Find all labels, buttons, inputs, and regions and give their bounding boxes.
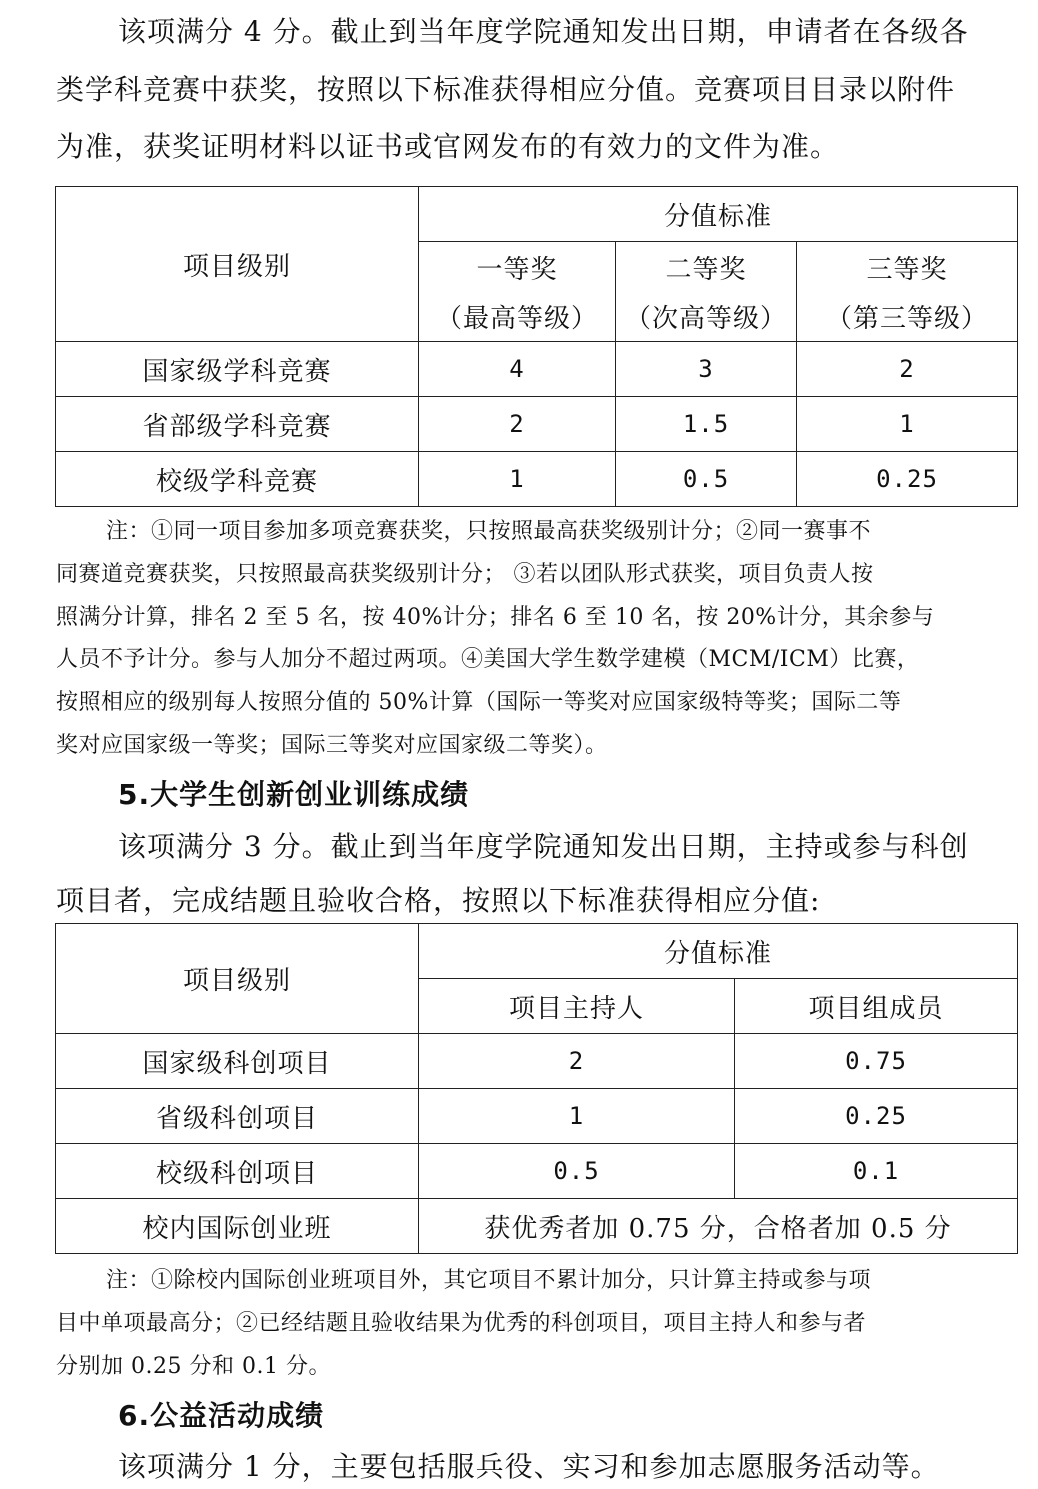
first-prize-label: 一等奖 <box>476 254 558 285</box>
cell-value: 2 <box>797 342 1018 397</box>
cell-value: 1 <box>797 397 1018 452</box>
cell-value: 0.25 <box>797 452 1018 507</box>
intro-line-1: 该项满分 4 分。截止到当年度学院通知发出日期，申请者在各级各 <box>118 15 969 48</box>
table2-col-member: 项目组成员 <box>735 979 1018 1034</box>
table1-header-level: 项目级别 <box>56 187 419 342</box>
competition-score-table <box>55 186 1018 507</box>
note1-line-1: 注：①同一项目参加多项竞赛获奖，只按照最高获奖级别计分；②同一赛事不 <box>106 519 872 544</box>
cell-value: 3 <box>616 342 797 397</box>
table-row <box>56 1199 1018 1254</box>
section5-heading: 5.大学生创新创业训练成绩 <box>118 778 470 811</box>
cell-value: 4 <box>419 342 616 397</box>
merged-cell-value: 获优秀者加 0.75 分，合格者加 0.5 分 <box>419 1199 1018 1254</box>
cell-value: 1 <box>419 452 616 507</box>
intro-line-2: 类学科竞赛中获奖，按照以下标准获得相应分值。竞赛项目目录以附件 <box>56 73 956 106</box>
row-label: 校内国际创业班 <box>56 1199 419 1254</box>
table1-col-second-prize <box>616 242 797 342</box>
table2-col-leader: 项目主持人 <box>419 979 735 1034</box>
table1-header-standard: 分值标准 <box>419 187 1018 242</box>
table-row <box>56 452 1018 507</box>
section6-line-1: 该项满分 1 分，主要包括服兵役、实习和参加志愿服务活动等。 <box>118 1450 940 1483</box>
second-prize-note: （次高等级） <box>624 303 787 334</box>
note1-line-5: 按照相应的级别每人按照分值的 50%计算（国际一等奖对应国家级特等奖；国际二等 <box>56 690 902 715</box>
note2-line-3: 分别加 0.25 分和 0.1 分。 <box>56 1354 331 1379</box>
row-label: 国家级科创项目 <box>56 1034 419 1089</box>
row-label: 校级学科竞赛 <box>56 452 419 507</box>
table2-header-standard: 分值标准 <box>419 924 1018 979</box>
section6-heading: 6.公益活动成绩 <box>118 1399 325 1432</box>
table2-header-level: 项目级别 <box>56 924 419 1034</box>
third-prize-label: 三等奖 <box>866 254 948 285</box>
cell-value: 1 <box>419 1089 735 1144</box>
table-row <box>56 1034 1018 1089</box>
note1-line-4: 人员不予计分。参与人加分不超过两项。④美国大学生数学建模（MCM/ICM）比赛， <box>56 647 920 672</box>
table-row <box>56 1089 1018 1144</box>
cell-value: 0.25 <box>735 1089 1018 1144</box>
cell-value: 0.75 <box>735 1034 1018 1089</box>
cell-value: 0.5 <box>616 452 797 507</box>
row-label: 国家级学科竞赛 <box>56 342 419 397</box>
table-row <box>56 397 1018 452</box>
row-label: 省部级学科竞赛 <box>56 397 419 452</box>
note2-line-1: 注：①除校内国际创业班项目外，其它项目不累计加分，只计算主持或参与项 <box>106 1268 872 1293</box>
innovation-score-table <box>55 923 1018 1254</box>
cell-value: 0.5 <box>419 1144 735 1199</box>
note1-line-3: 照满分计算，排名 2 至 5 名，按 40%计分；排名 6 至 10 名，按 20%计分，其余参与 <box>56 605 935 630</box>
row-label: 省级科创项目 <box>56 1089 419 1144</box>
first-prize-note: （最高等级） <box>435 303 598 334</box>
section5-line-1: 该项满分 3 分。截止到当年度学院通知发出日期，主持或参与科创 <box>118 830 969 863</box>
note2-line-2: 目中单项最高分；②已经结题且验收结果为优秀的科创项目，项目主持人和参与者 <box>56 1311 867 1336</box>
table1-col-third-prize <box>797 242 1018 342</box>
table1-col-first-prize <box>419 242 616 342</box>
table-row <box>56 1144 1018 1199</box>
note1-line-6: 奖对应国家级一等奖；国际三等奖对应国家级二等奖）。 <box>56 733 608 758</box>
table-row <box>56 342 1018 397</box>
section5-line-2: 项目者，完成结题且验收合格，按照以下标准获得相应分值: <box>56 884 821 917</box>
second-prize-label: 二等奖 <box>665 254 747 285</box>
cell-value: 1.5 <box>616 397 797 452</box>
cell-value: 0.1 <box>735 1144 1018 1199</box>
note1-line-2: 同赛道竞赛获奖，只按照最高获奖级别计分； ③若以团队形式获奖，项目负责人按 <box>56 562 874 587</box>
cell-value: 2 <box>419 397 616 452</box>
intro-line-3: 为准，获奖证明材料以证书或官网发布的有效力的文件为准。 <box>56 130 840 163</box>
row-label: 校级科创项目 <box>56 1144 419 1199</box>
third-prize-note: （第三等级） <box>826 303 989 334</box>
cell-value: 2 <box>419 1034 735 1089</box>
